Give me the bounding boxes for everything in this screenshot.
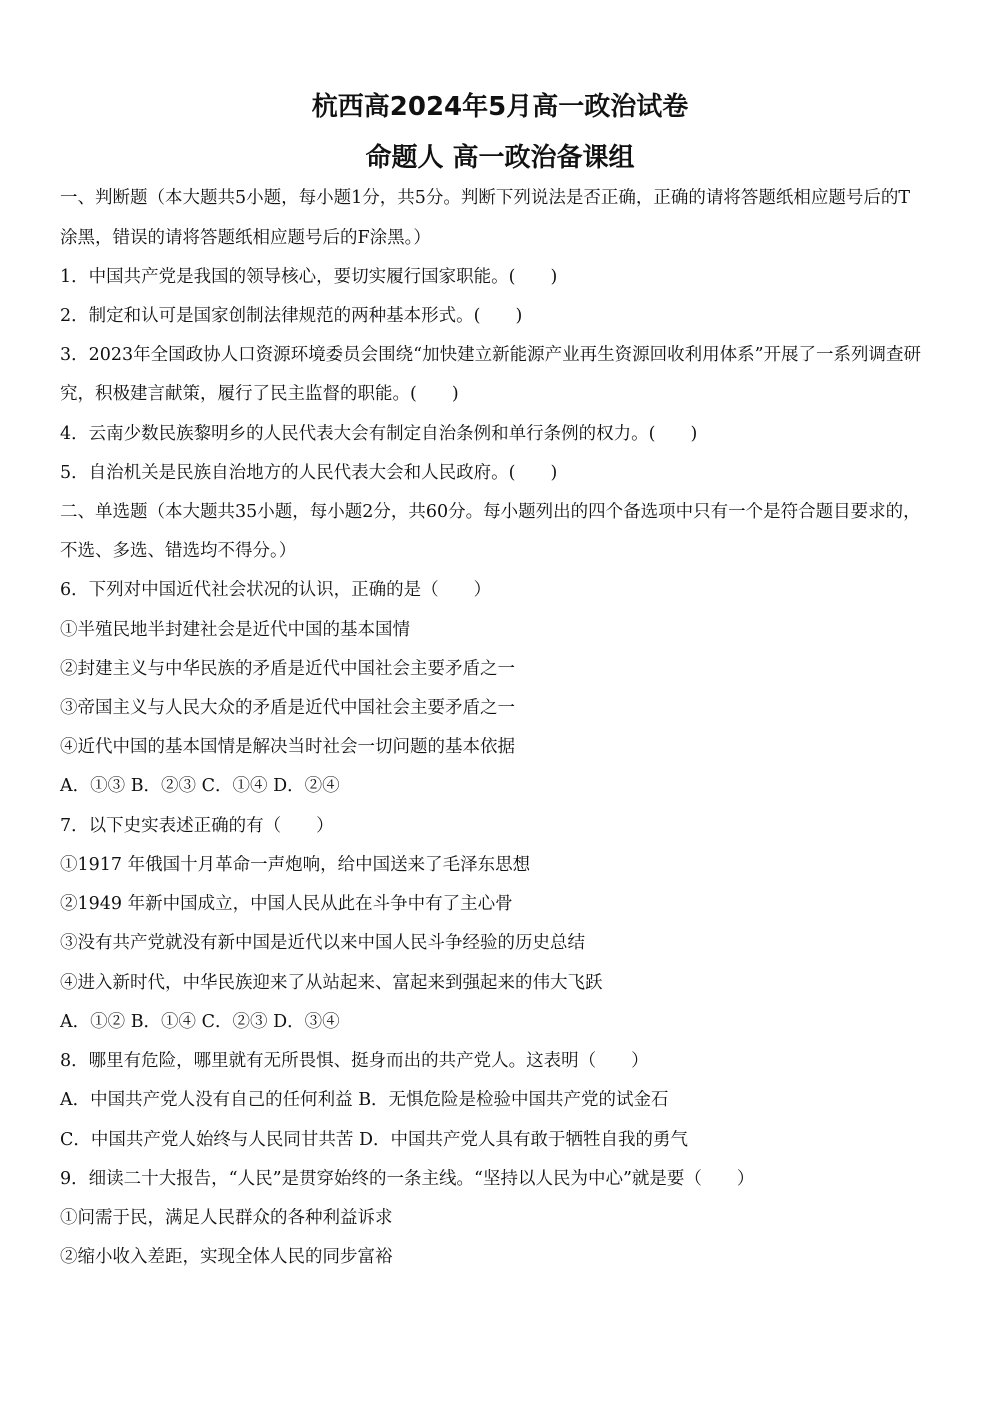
question-6-options: A．①③ B．②③ C．①④ D．②④ [60, 776, 340, 796]
question-1: 1．中国共产党是我国的领导核心，要切实履行国家职能。( ) [60, 267, 558, 287]
question-6-statement-2: ②封建主义与中华民族的矛盾是近代中国社会主要矛盾之一 [60, 659, 515, 679]
question-9-statement-1: ①问需于民，满足人民群众的各种利益诉求 [60, 1208, 393, 1228]
question-9-stem: 9．细读二十大报告，“人民”是贯穿始终的一条主线。“坚持以人民为中心”就是要（ ） [60, 1169, 755, 1189]
section-two-instructions-line-1: 二、单选题（本大题共35小题，每小题2分，共60分。每小题列出的四个备选项中只有一个是符合题目要求的， [60, 502, 921, 522]
question-5: 5．自治机关是民族自治地方的人民代表大会和人民政府。( ) [60, 463, 558, 483]
section-one-instructions-line-1: 一、判断题（本大题共5小题，每小题1分，共5分。判断下列说法是否正确，正确的请将答题纸相应题号后的T [60, 188, 911, 208]
section-one-instructions-line-2: 涂黑，错误的请将答题纸相应题号后的F涂黑。） [60, 228, 431, 248]
question-6-statement-1: ①半殖民地半封建社会是近代中国的基本国情 [60, 620, 410, 640]
question-3-line-1: 3．2023年全国政协人口资源环境委员会围绕“加快建立新能源产业再生资源回收利用体系”开展了一系列调查研 [60, 345, 922, 365]
question-6-statement-4: ④近代中国的基本国情是解决当时社会一切问题的基本依据 [60, 737, 515, 757]
question-7-statement-3: ③没有共产党就没有新中国是近代以来中国人民斗争经验的历史总结 [60, 933, 585, 953]
question-2: 2．制定和认可是国家创制法律规范的两种基本形式。( ) [60, 306, 523, 326]
question-7-statement-2: ②1949 年新中国成立，中国人民从此在斗争中有了主心骨 [60, 894, 513, 914]
question-4: 4．云南少数民族黎明乡的人民代表大会有制定自治条例和单行条例的权力。( ) [60, 424, 698, 444]
question-3-line-2: 究，积极建言献策，履行了民主监督的职能。( ) [60, 384, 459, 404]
section-two-instructions-line-2: 不选、多选、错选均不得分。） [60, 541, 297, 561]
question-7-stem: 7．以下史实表述正确的有（ ） [60, 816, 334, 836]
exam-title: 杭西高2024年5月高一政治试卷 [311, 92, 689, 122]
question-6-statement-3: ③帝国主义与人民大众的矛盾是近代中国社会主要矛盾之一 [60, 698, 515, 718]
question-8-options-ab: A．中国共产党人没有自己的任何利益 B．无惧危险是检验中国共产党的试金石 [60, 1090, 669, 1110]
question-9-statement-2: ②缩小收入差距，实现全体人民的同步富裕 [60, 1247, 393, 1267]
question-6-stem: 6．下列对中国近代社会状况的认识，正确的是（ ） [60, 580, 492, 600]
question-8-options-cd: C．中国共产党人始终与人民同甘共苦 D．中国共产党人具有敢于牺牲自我的勇气 [60, 1130, 688, 1150]
question-7-statement-1: ①1917 年俄国十月革命一声炮响，给中国送来了毛泽东思想 [60, 855, 531, 875]
question-7-options: A．①② B．①④ C．②③ D．③④ [60, 1012, 340, 1032]
question-8-stem: 8．哪里有危险，哪里就有无所畏惧、挺身而出的共产党人。这表明（ ） [60, 1051, 649, 1071]
question-7-statement-4: ④进入新时代，中华民族迎来了从站起来、富起来到强起来的伟大飞跃 [60, 973, 603, 993]
exam-subtitle: 命题人 高一政治备课组 [365, 143, 635, 173]
